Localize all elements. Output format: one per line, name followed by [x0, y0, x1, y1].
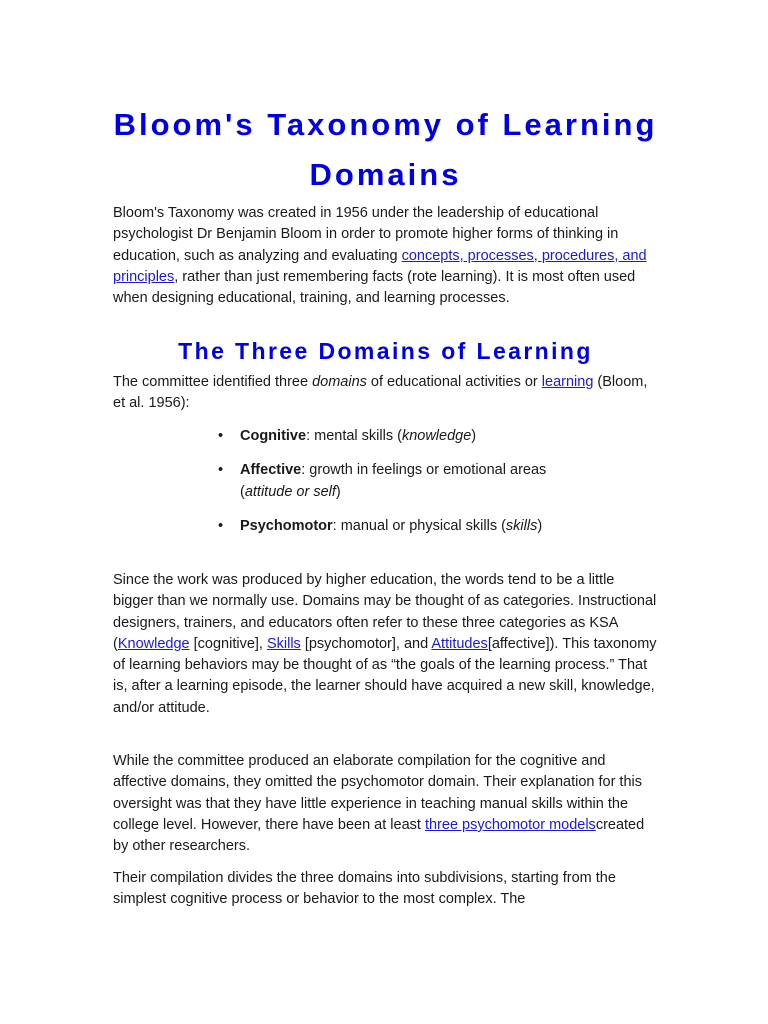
domain-term: knowledge	[401, 428, 472, 444]
page-title: Bloom's Taxonomy of Learning Domains	[113, 107, 658, 192]
ksa-text: [affective]). This taxonomy of learning behaviors may be thought of as “the goals of the learning process.” That is, after a learning episode, the learner should have acquired a new skill, knowledge, and/or attitude.	[113, 635, 657, 716]
domain-term: skills	[505, 517, 538, 534]
psychomotor-models-link[interactable]: three psychomotor models	[424, 816, 596, 833]
list-item	[218, 516, 558, 537]
intro-text-start: Bloom's Taxonomy was created in 1956 under the leadership of educational psychologist Dr Benjamin Bloom in order to promote higher forms of thinking in education, such as analyzing and evaluating	[113, 205, 619, 264]
domain-name: Cognitive	[240, 428, 307, 444]
section-heading: The Three Domains of Learning	[178, 338, 593, 364]
domain-description: : growth in feelings or emotional areas (	[240, 462, 547, 500]
psychomotor-text: While the committee produced an elaborate compilation for the cognitive and affective domains, they omitted the psychomotor domain. Their explanation for this oversight was that they have little experience in teaching manual skills within the college level. However, there have been at least	[113, 753, 642, 833]
domain-description: : mental skills (	[306, 428, 402, 444]
ksa-text: [psychomotor], and	[300, 635, 432, 652]
domain-close: )	[537, 517, 543, 534]
ksa-text: [cognitive],	[189, 635, 267, 652]
domain-term: attitude or self	[244, 483, 336, 500]
domain-close: )	[471, 428, 477, 444]
skills-link[interactable]: Skills	[266, 635, 301, 652]
list-item	[218, 426, 558, 447]
intro-paragraph	[113, 203, 658, 309]
bullet-icon: •	[218, 428, 224, 444]
psychomotor-paragraph	[113, 751, 658, 857]
committee-paragraph	[113, 372, 658, 415]
domain-close: )	[335, 483, 341, 500]
domains-list	[218, 426, 558, 550]
intro-text-end: , rather than just remembering facts (rote learning). It is most often used when designing educational, training, and learning processes.	[113, 268, 636, 307]
domain-name: Psychomotor	[240, 517, 333, 534]
committee-text: of educational activities or	[366, 374, 542, 390]
final-paragraph: Their compilation divides the three domains into subdivisions, starting from the simplest cognitive process or behavior to the most complex. The	[113, 870, 616, 908]
attitudes-link[interactable]: Attitudes	[431, 635, 488, 652]
committee-text: The committee identified three	[113, 374, 313, 390]
learning-link[interactable]: learning	[541, 374, 594, 390]
bullet-icon: •	[218, 517, 224, 534]
psychomotor-text: created by other researchers.	[113, 816, 645, 855]
domains-emphasis: domains	[312, 374, 367, 390]
ksa-text: Since the work was produced by higher education, the words tend to be a little bigger than we normally use. Domains may be thought of as categories. Instructional designers, trainers, and educators often refer to these three categories as KSA (	[113, 572, 657, 652]
concepts-link[interactable]: concepts, processes, procedures, and principles	[113, 247, 647, 285]
ksa-paragraph	[113, 570, 658, 719]
bullet-icon: •	[218, 462, 224, 479]
knowledge-link[interactable]: Knowledge	[117, 635, 190, 652]
domain-description: : manual or physical skills (	[332, 517, 506, 534]
committee-text: (Bloom, et al. 1956):	[113, 374, 648, 412]
list-item	[218, 460, 558, 503]
domain-name: Affective	[240, 462, 302, 479]
